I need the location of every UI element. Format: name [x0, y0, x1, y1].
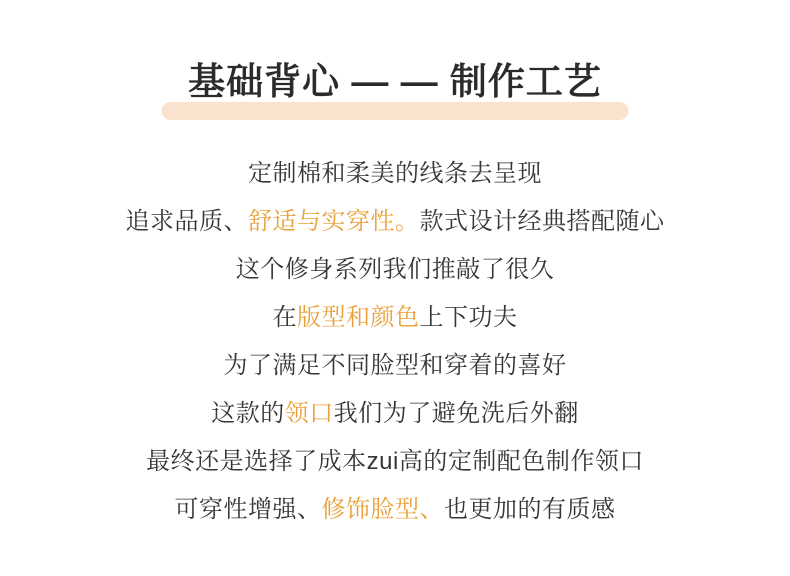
body-text: 也更加的有质感	[444, 496, 616, 523]
text-line	[0, 438, 790, 486]
body-text: 定制棉和柔美的线条去呈现	[248, 160, 542, 187]
text-line	[0, 246, 790, 294]
body-text: 这个修身系列我们推敲了很久	[235, 256, 555, 283]
page-title: 基础背心 — — 制作工艺	[188, 61, 602, 102]
body-text: 可穿性增强、	[174, 496, 322, 523]
body-text: 上下功夫	[419, 304, 518, 331]
body-text: 追求品质、	[125, 208, 248, 235]
section-header	[0, 60, 790, 104]
title-wrap	[188, 60, 602, 104]
text-line	[0, 198, 790, 246]
body-text: 为了满足不同脸型和穿着的喜好	[223, 352, 567, 379]
text-line	[0, 390, 790, 438]
description-lines	[0, 150, 790, 534]
body-text: 款式设计经典搭配随心	[419, 208, 665, 235]
highlighted-text: 舒适与实穿性。	[248, 208, 420, 235]
highlighted-text: 修饰脸型、	[321, 496, 444, 523]
body-text: 在	[272, 304, 297, 331]
highlighted-text: 版型和颜色	[297, 304, 420, 331]
text-line	[0, 294, 790, 342]
body-text: 最终还是选择了成本zui高的定制配色制作领口	[146, 448, 644, 475]
text-line	[0, 150, 790, 198]
text-line	[0, 342, 790, 390]
body-text: 我们为了避免洗后外翻	[333, 400, 579, 427]
highlighted-text: 领口	[284, 400, 334, 427]
body-text: 这款的	[211, 400, 285, 427]
title-highlight-bar	[162, 102, 629, 120]
text-line	[0, 486, 790, 534]
